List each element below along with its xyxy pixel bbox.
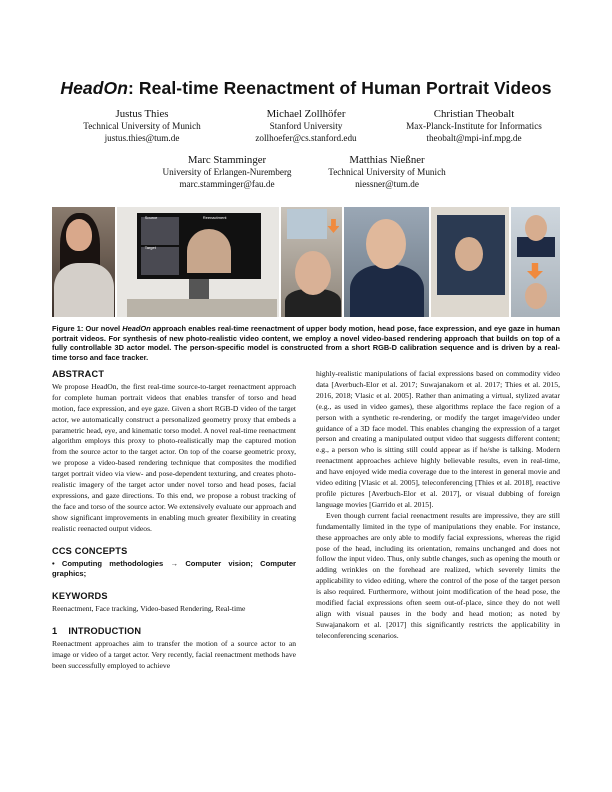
caption-italic: HeadOn xyxy=(122,324,151,333)
intro-paragraph-3: Even though current facial reenactment results are impressive, they are still fundamentally limited in the type of manipulations they enable. For instance, these approaches are only able to modify facial expressions, whereas the rigid pose of the head, including its orientation, remains unchanged and does not follow the input video. Thus, only subtle changes, such as opening the mouth or adding wrinkles on the forehead are realized, which severely limits the applicability to video editing, where the control of the pose of the target person is also required. Furthermore, without joint modification of the head pose, the modified facial expressions often seem out-of-place, since they do not well align with visual pauses in the body and head motion; as noted by Suwajanakorn et al. [2017] this significantly restricts the applicability in teleconferencing scenarios. xyxy=(316,510,560,640)
author-email: theobalt@mpi-inf.mpg.de xyxy=(426,132,522,143)
intro-paragraph-1: Reenactment approaches aim to transfer the motion of a source actor to an image or video of a target actor. Very recently, facial reenactment methods have been successfully employed to achieve xyxy=(52,639,296,670)
figure-shape xyxy=(525,215,547,241)
teaser-figure xyxy=(52,207,560,317)
figure-inset xyxy=(141,217,179,245)
figure-inset xyxy=(287,209,327,239)
intro-paragraph-2: highly-realistic manipulations of facial expressions based on commodity video data [Averbuch-Elor et al. 2017; Suwajanakorn et al. 2017; Thies et al. 2015, 2016, 2018; Vlasic et al. 2005]. Rather than animating a virtual, stylized avatar (e.g., as used in video games), these algorithms replace the face region of a person with a synthetic re-rendering, or modify the target image/video under guidance of a 3D face model. This enables changing the expression of a target person and creating a manipulated output video that suggests different content; e.g., a person who is sitting still could appear as if he/she is talking. Modern reenactment approaches achieve highly believable results, even in real-time, and have enjoyed wide media coverage due to the interest in general movie and video editing [Vlasic et al. 2005], teleconferencing [Thies et al. 2018], reactive profile pictures [Averbuch-Elor et al. 2017], or visual dubbing of foreign language movies [Garrido et al. 2015]. xyxy=(316,369,560,509)
author-block xyxy=(152,154,302,190)
intro-heading: 1 INTRODUCTION xyxy=(52,626,142,637)
author-affiliation: Technical University of Munich xyxy=(83,121,201,131)
ccs-text: • Computing methodologies → Computer vision; Computer graphics; xyxy=(52,558,296,579)
author-block xyxy=(388,108,560,144)
arrow-down-icon xyxy=(527,263,543,279)
figure-photo-source-actor xyxy=(52,207,115,317)
author-name: Michael Zollhöfer xyxy=(266,108,346,120)
author-email: marc.stamminger@fau.de xyxy=(179,178,275,189)
figure-shape xyxy=(455,237,483,271)
figure-shape xyxy=(366,219,406,269)
figure-inset xyxy=(141,247,179,275)
figure-shape xyxy=(54,263,114,317)
figure-shape xyxy=(525,283,547,309)
figure-photo-person-close xyxy=(281,207,342,317)
right-column xyxy=(316,369,560,642)
abstract-heading: ABSTRACT xyxy=(52,369,105,379)
author-name: Marc Stamminger xyxy=(187,154,267,166)
figure-photo-reenactment-result xyxy=(511,207,560,317)
figure-label: Target xyxy=(144,245,156,250)
author-affiliation: Max-Planck-Institute for Informatics xyxy=(406,121,542,131)
title-italic: HeadOn xyxy=(60,78,129,98)
author-email: justus.thies@tum.de xyxy=(104,132,180,143)
author-block xyxy=(236,108,376,144)
figure-label: Source xyxy=(144,215,158,220)
caption-text: approach enables real-time reenactment of upper body motion, head pose, face expression, and eye gaze in human portrait videos. For synthesis of new photo-realistic video content, we employ a novel video-based rendering approach that builds on top of a fully controllable 3D actor model. The person-specific model is constructed from a short RGB-D calibration sequence and is driven by a real-time torso and face tracker. xyxy=(52,324,560,362)
figure-shape xyxy=(187,229,231,273)
author-name: Justus Thies xyxy=(115,108,169,120)
ccs-heading: CCS CONCEPTS xyxy=(52,545,128,556)
author-block xyxy=(72,108,212,144)
author-name: Christian Theobalt xyxy=(433,108,515,120)
author-name: Matthias Nießner xyxy=(349,154,425,166)
figure-photo-monitor-setup xyxy=(117,207,280,317)
caption-label: Figure 1: Our novel xyxy=(52,324,123,333)
keywords-heading: KEYWORDS xyxy=(52,591,108,602)
figure-label: Reenactment xyxy=(202,215,227,220)
figure-shape xyxy=(127,299,277,317)
figure-photo-monitor-setup xyxy=(431,207,509,317)
figure-shape xyxy=(350,265,424,317)
author-email: zollhoefer@cs.stanford.edu xyxy=(255,132,357,143)
arrow-down-icon xyxy=(327,219,339,233)
figure-caption xyxy=(52,324,560,362)
figure-photo-person-large xyxy=(344,207,428,317)
author-block xyxy=(312,154,462,190)
left-column xyxy=(52,369,296,672)
author-affiliation: University of Erlangen-Nuremberg xyxy=(162,167,292,177)
author-affiliation: Technical University of Munich xyxy=(328,167,446,177)
author-affiliation: Stanford University xyxy=(269,121,343,131)
abstract-text: We propose HeadOn, the first real-time source-to-target reenactment approach for complete human portrait videos that enables transfer of torso and head motion, face expression, and eye gaze. Given a short RGB-D video of the target actor, we automatically construct a personalized geometry proxy that embeds a parametric head, eye, and kinematic torso model. A novel real-time reenactment algorithm employs this proxy to photo-realistically map the captured motion from the source actor to the target actor. On top of the coarse geometric proxy, we propose a video-based rendering technique that composites the modified target portrait video via view- and pose-dependent texturing, and creates photo-realistic imagery of the target actor under novel torso and head poses, facial expressions, and gaze directions. To this end, we propose a robust tracking of the face and torso of the source actor. We extensively evaluate our approach and show significant improvements in enabling much greater flexibility in creating realistic reenacted output videos. xyxy=(52,381,296,533)
keywords-text: Reenactment, Face tracking, Video-based Rendering, Real-time xyxy=(52,604,246,614)
title-rest: : Real-time Reenactment of Human Portrait Videos xyxy=(128,78,552,98)
paper-title xyxy=(0,78,612,99)
figure-shape xyxy=(295,251,331,295)
author-email: niessner@tum.de xyxy=(355,178,419,189)
figure-shape xyxy=(66,219,92,251)
